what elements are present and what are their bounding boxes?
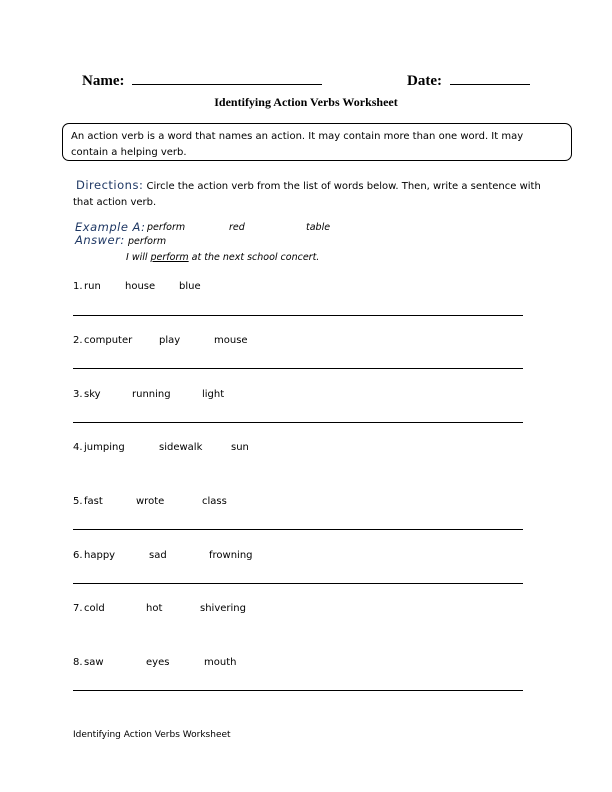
date-label: Date: xyxy=(407,73,442,89)
item-word[interactable]: cold xyxy=(84,603,105,614)
item-word[interactable]: sad xyxy=(149,550,167,561)
item-word[interactable]: run xyxy=(84,281,101,292)
example-word-3: table xyxy=(306,222,331,233)
answer-label: Answer: xyxy=(75,233,125,247)
item-number: 3. xyxy=(73,389,83,400)
item-word[interactable]: mouth xyxy=(204,657,237,668)
item-number: 8. xyxy=(73,657,83,668)
item-3 xyxy=(73,389,373,403)
item-word[interactable]: light xyxy=(202,389,225,400)
name-blank-line[interactable] xyxy=(132,72,322,85)
item-number: 4. xyxy=(73,442,83,453)
name-field[interactable] xyxy=(82,72,322,90)
answer-line-1[interactable] xyxy=(73,315,523,316)
name-label: Name: xyxy=(82,73,125,89)
directions xyxy=(73,177,553,211)
item-word[interactable]: shivering xyxy=(200,603,246,614)
item-word[interactable]: sun xyxy=(231,442,249,453)
item-word[interactable]: sidewalk xyxy=(159,442,203,453)
item-6 xyxy=(73,550,373,564)
item-number: 1. xyxy=(73,281,83,292)
item-2 xyxy=(73,335,373,349)
example-sentence xyxy=(126,252,319,263)
example-word-2: red xyxy=(229,222,245,233)
example-label: Example A: xyxy=(75,220,146,234)
item-word[interactable]: running xyxy=(132,389,171,400)
directions-label: Directions: xyxy=(76,178,144,192)
item-word[interactable]: play xyxy=(159,335,181,346)
sentence-verb: perform xyxy=(150,252,189,263)
footer-text: Identifying Action Verbs Worksheet xyxy=(73,730,231,740)
item-word[interactable]: blue xyxy=(179,281,201,292)
item-4 xyxy=(73,442,373,456)
item-word[interactable]: house xyxy=(125,281,156,292)
item-5 xyxy=(73,496,373,510)
example-word-1: perform xyxy=(147,222,186,233)
date-blank-line[interactable] xyxy=(450,72,530,85)
item-word[interactable]: frowning xyxy=(209,550,253,561)
item-7 xyxy=(73,603,373,617)
item-number: 2. xyxy=(73,335,83,346)
item-word[interactable]: happy xyxy=(84,550,116,561)
sentence-start: I will xyxy=(126,252,151,263)
item-8 xyxy=(73,657,373,671)
item-word[interactable]: saw xyxy=(84,657,104,668)
answer-line-5[interactable] xyxy=(73,529,523,530)
worksheet-title: Identifying Action Verbs Worksheet xyxy=(214,95,398,109)
item-word[interactable]: fast xyxy=(84,496,103,507)
item-word[interactable]: eyes xyxy=(146,657,170,668)
sentence-end: at the next school concert. xyxy=(188,252,320,263)
item-word[interactable]: wrote xyxy=(136,496,165,507)
directions-text: Circle the action verb from the list of words below. Then, write a sentence with that action verb. xyxy=(73,181,541,208)
item-word[interactable]: class xyxy=(202,496,227,507)
example-section xyxy=(73,220,373,270)
item-1 xyxy=(73,281,373,295)
item-word[interactable]: sky xyxy=(84,389,101,400)
item-word[interactable]: mouse xyxy=(214,335,248,346)
answer-word: perform xyxy=(128,236,167,247)
item-word[interactable]: jumping xyxy=(84,442,125,453)
item-word[interactable]: hot xyxy=(146,603,163,614)
definition-box xyxy=(62,123,572,161)
item-number: 5. xyxy=(73,496,83,507)
item-word[interactable]: computer xyxy=(84,335,133,346)
answer-line-3[interactable] xyxy=(73,422,523,423)
item-number: 6. xyxy=(73,550,83,561)
answer-line-2[interactable] xyxy=(73,368,523,369)
answer-line-6[interactable] xyxy=(73,583,523,584)
item-number: 7. xyxy=(73,603,83,614)
answer-line-8[interactable] xyxy=(73,690,523,691)
definition-text: An action verb is a word that names an action. It may contain more than one word. It may contain a helping verb. xyxy=(71,131,524,158)
date-field[interactable] xyxy=(407,72,530,90)
